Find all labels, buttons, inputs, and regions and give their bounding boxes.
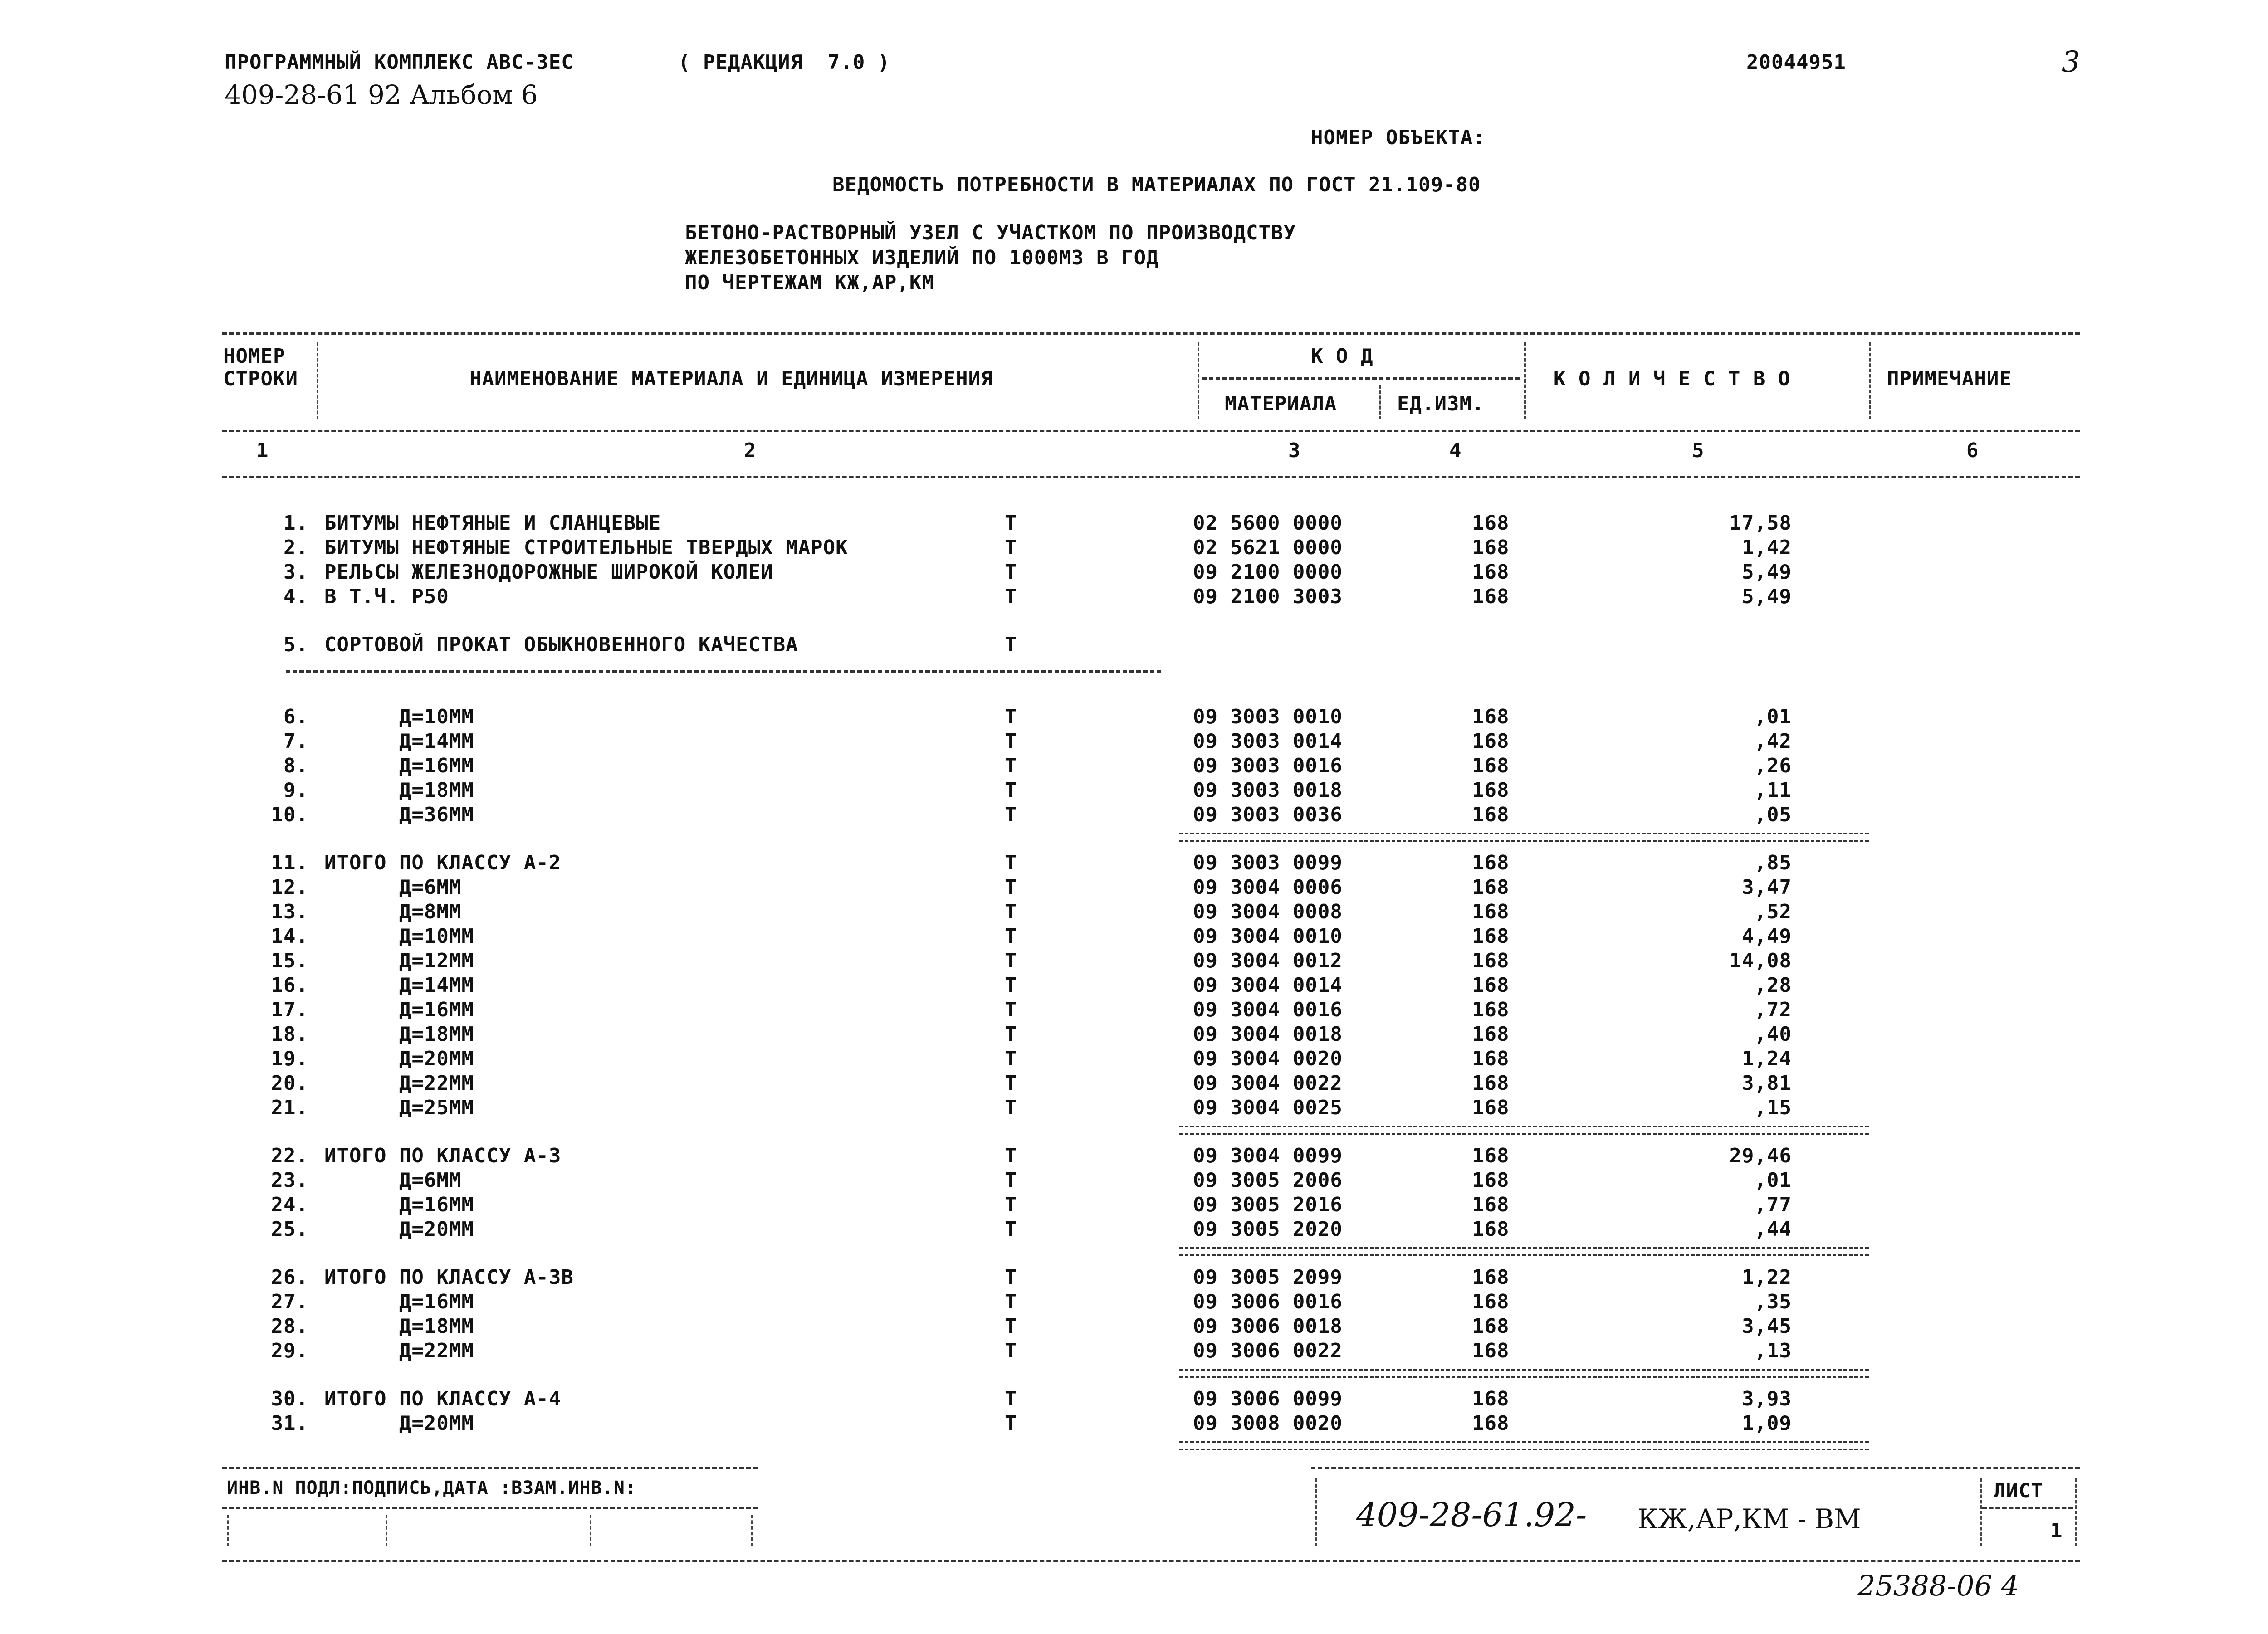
stamp-bottom-rule <box>222 1560 2080 1562</box>
table-row: 16. Д=14ММ Т 09 3004 0014 168 ,28 <box>271 974 1792 997</box>
program-name: ПРОГРАММНЫЙ КОМПЛЕКС АВС-3ЕС <box>225 51 574 74</box>
table-row: 10. Д=36ММ Т 09 3003 0036 168 ,05 <box>271 803 1792 826</box>
subtitle-line-1: БЕТОНО-РАСТВОРНЫЙ УЗЕЛ С УЧАСТКОМ ПО ПРОИЗВОДСТВУ <box>685 221 1296 244</box>
inventory-label: ИНВ.N ПОДЛ:ПОДПИСЬ,ДАТА :ВЗАМ.ИНВ.N: <box>227 1478 636 1498</box>
subtotal-rule <box>1179 1369 1869 1378</box>
col-number-4: 4 <box>1449 439 1462 462</box>
document-number: 20044951 <box>1746 51 1846 74</box>
table-row: 9. Д=18ММ Т 09 3003 0018 168 ,11 <box>284 779 1792 802</box>
col-code-material: МАТЕРИАЛА <box>1225 392 1337 415</box>
code-header-rule <box>1202 377 1520 380</box>
stamp-top-rule-right <box>1311 1467 2080 1469</box>
col-row-number-line1: НОМЕР <box>223 345 286 368</box>
subtotal-rule <box>1179 1441 1869 1450</box>
table-row: 26. ИТОГО ПО КЛАССУ А-3В Т 09 3005 2099 168 1,22 <box>271 1266 1792 1289</box>
col-name-header: НАИМЕНОВАНИЕ МАТЕРИАЛА И ЕДИНИЦА ИЗМЕРЕНИЯ <box>469 367 993 390</box>
table-row: 29. Д=22ММ Т 09 3006 0022 168 ,13 <box>271 1339 1792 1362</box>
table-row: 25. Д=20ММ Т 09 3005 2020 168 ,44 <box>271 1218 1792 1241</box>
album-note: 409-28-61 92 Альбом 6 <box>225 79 538 110</box>
table-row: 3. РЕЛЬСЫ ЖЕЛЕЗНОДОРОЖНЫЕ ШИРОКОЙ КОЛЕИ Т 09 2100 0000 168 5,49 <box>284 561 1792 584</box>
subtotal-rule <box>1179 833 1869 842</box>
footer-code: 25388-06 4 <box>1857 1569 2019 1602</box>
table-row: 2. БИТУМЫ НЕФТЯНЫЕ СТРОИТЕЛЬНЫЕ ТВЕРДЫХ МАРОК Т 02 5621 0000 168 1,42 <box>284 536 1792 559</box>
header-separator <box>1379 385 1381 419</box>
drawing-designation: 409-28-61.92- <box>1356 1496 1587 1534</box>
header-separator <box>1198 342 1199 419</box>
subtitle-line-2: ЖЕЛЕЗОБЕТОННЫХ ИЗДЕЛИЙ ПО 1000М3 В ГОД <box>685 246 1159 269</box>
col-number-3: 3 <box>1288 439 1301 462</box>
header-bottom-rule <box>222 476 2080 478</box>
col-number-6: 6 <box>1966 439 1979 462</box>
table-row: 4. В Т.Ч. Р50 Т 09 2100 3003 168 5,49 <box>284 585 1792 608</box>
header-separator <box>1524 342 1526 419</box>
table-row: 18. Д=18ММ Т 09 3004 0018 168 ,40 <box>271 1023 1792 1046</box>
table-row: 28. Д=18ММ Т 09 3006 0018 168 3,45 <box>271 1315 1792 1338</box>
table-row: 17. Д=16ММ Т 09 3004 0016 168 ,72 <box>271 998 1792 1021</box>
table-row: 22. ИТОГО ПО КЛАССУ А-3 Т 09 3004 0099 168 29,46 <box>271 1144 1792 1167</box>
stamp-separator <box>751 1515 753 1546</box>
stamp-separator <box>1315 1478 1317 1546</box>
col-row-number-line2: СТРОКИ <box>223 367 298 390</box>
sheet-number: 1 <box>2050 1519 2063 1542</box>
table-row: 15. Д=12ММ Т 09 3004 0012 168 14,08 <box>271 949 1792 972</box>
page-mark: 3 <box>2062 45 2080 79</box>
table-row: 24. Д=16ММ Т 09 3005 2016 168 ,77 <box>271 1193 1792 1216</box>
header-separator <box>1869 342 1871 419</box>
col-quantity-header: К О Л И Ч Е С Т В О <box>1554 367 1791 390</box>
table-top-rule <box>222 332 2080 335</box>
col-number-2: 2 <box>744 439 757 462</box>
col-number-1: 1 <box>256 439 269 462</box>
sheet-rule <box>1982 1507 2073 1509</box>
document-title: ВЕДОМОСТЬ ПОТРЕБНОСТИ В МАТЕРИАЛАХ ПО ГОСТ 21.109-80 <box>832 173 1481 196</box>
sheet-label: ЛИСТ <box>1994 1479 2043 1502</box>
section-underline <box>286 670 1161 673</box>
stamp-separator <box>2075 1478 2077 1546</box>
program-edition: ( РЕДАКЦИЯ 7.0 ) <box>678 51 890 74</box>
stamp-separator <box>590 1515 591 1546</box>
stamp-separator <box>386 1515 387 1546</box>
table-row: 13. Д=8ММ Т 09 3004 0008 168 ,52 <box>271 900 1792 923</box>
col-code-header: К О Д <box>1311 345 1374 368</box>
object-label: НОМЕР ОБЪЕКТА: <box>1311 126 1486 149</box>
col-number-5: 5 <box>1692 439 1705 462</box>
stamp-mid-rule <box>222 1507 758 1509</box>
header-rule <box>222 430 2080 432</box>
table-row: 6. Д=10ММ Т 09 3003 0010 168 ,01 <box>284 705 1792 728</box>
subtotal-rule <box>1179 1247 1869 1256</box>
table-row: 14. Д=10ММ Т 09 3004 0010 168 4,49 <box>271 925 1792 948</box>
table-row: 12. Д=6ММ Т 09 3004 0006 168 3,47 <box>271 876 1792 899</box>
col-code-unit: ЕД.ИЗМ. <box>1397 392 1485 415</box>
col-note-header: ПРИМЕЧАНИЕ <box>1887 367 2012 390</box>
table-row: 7. Д=14ММ Т 09 3003 0014 168 ,42 <box>284 730 1792 753</box>
table-row: 21. Д=25ММ Т 09 3004 0025 168 ,15 <box>271 1096 1792 1119</box>
table-row: 5. СОРТОВОЙ ПРОКАТ ОБЫКНОВЕННОГО КАЧЕСТВА Т <box>284 633 1017 656</box>
subtotal-rule <box>1179 1126 1869 1135</box>
table-row: 23. Д=6ММ Т 09 3005 2006 168 ,01 <box>271 1169 1792 1192</box>
table-row: 19. Д=20ММ Т 09 3004 0020 168 1,24 <box>271 1047 1792 1070</box>
stamp-separator <box>1980 1478 1982 1546</box>
table-row: 1. БИТУМЫ НЕФТЯНЫЕ И СЛАНЦЕВЫЕ Т 02 5600 0000 168 17,58 <box>284 512 1792 535</box>
drawing-designation-suffix: КЖ,АР,КМ - ВМ <box>1637 1503 1861 1534</box>
table-row: 8. Д=16ММ Т 09 3003 0016 168 ,26 <box>284 754 1792 777</box>
header-separator <box>317 342 318 419</box>
table-row: 31. Д=20ММ Т 09 3008 0020 168 1,09 <box>271 1412 1792 1435</box>
table-row: 20. Д=22ММ Т 09 3004 0022 168 3,81 <box>271 1072 1792 1095</box>
table-row: 27. Д=16ММ Т 09 3006 0016 168 ,35 <box>271 1290 1792 1313</box>
table-row: 11. ИТОГО ПО КЛАССУ А-2 Т 09 3003 0099 168 ,85 <box>271 851 1792 874</box>
subtitle-line-3: ПО ЧЕРТЕЖАМ КЖ,АР,КМ <box>685 271 934 294</box>
stamp-top-rule-left <box>222 1467 758 1469</box>
stamp-separator <box>227 1515 229 1546</box>
table-row: 30. ИТОГО ПО КЛАССУ А-4 Т 09 3006 0099 168 3,93 <box>271 1387 1792 1410</box>
